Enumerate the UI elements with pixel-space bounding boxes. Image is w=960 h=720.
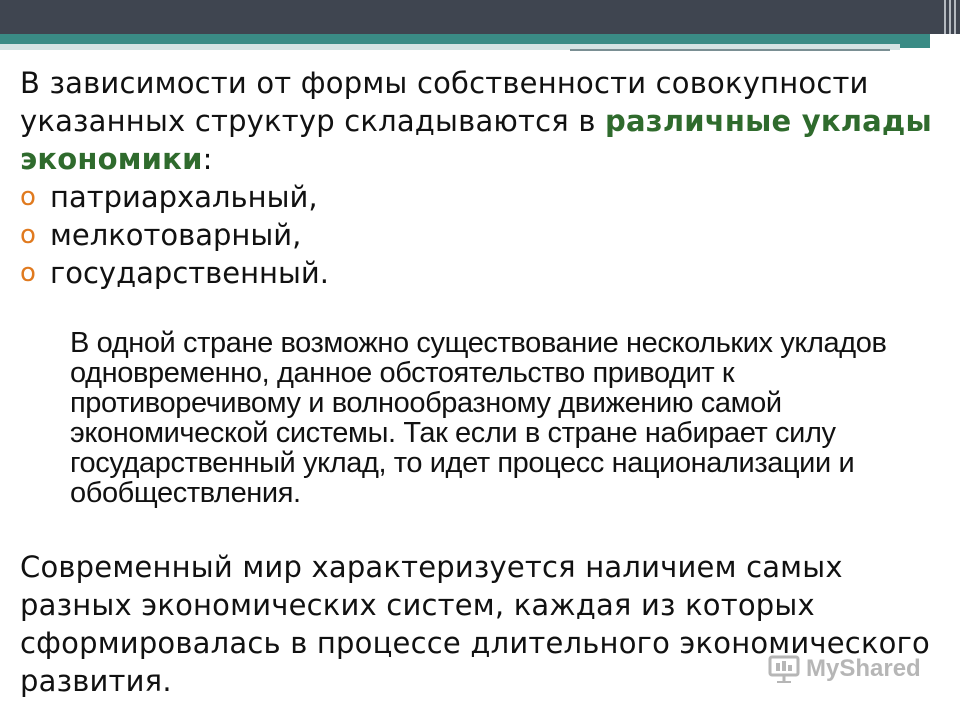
watermark — [768, 655, 921, 683]
watermark-text: MyShared — [806, 655, 921, 682]
intro-text: В зависимости от формы собственности совокупности указанных структур складываются в — [20, 66, 869, 138]
slide-content — [20, 64, 940, 292]
presentation-board-icon — [768, 655, 800, 683]
list-item-label: мелкотоварный, — [50, 218, 302, 252]
list-item — [20, 254, 940, 292]
economy-types-list — [20, 178, 940, 292]
list-item-label: патриархальный, — [50, 180, 318, 214]
intro-tail: : — [202, 142, 213, 176]
header-accent-rule — [570, 49, 890, 51]
bullet-marker: o — [20, 182, 36, 212]
slide-header-bar — [0, 0, 960, 34]
highlighted-term: различные уклады экономики — [20, 104, 932, 176]
bullet-marker: o — [20, 258, 36, 288]
explanatory-note: В одной стране возможно существование нескольких укладов одновременно, данное обстоятельство приводит к противоречивому и волнообразному движению самой экономической системы. Так если в стране набирает силу государственный уклад, то идет процесс национализации и обобществления. — [70, 327, 887, 509]
header-stripes-decoration — [930, 0, 956, 34]
list-item — [20, 216, 940, 254]
list-item — [20, 178, 940, 216]
intro-paragraph — [20, 64, 940, 178]
list-item-label: государственный. — [50, 256, 329, 290]
conclusion-paragraph: Современный мир характеризуется наличием самых разных экономических систем, каждая из которых сформировалась в процессе длительного экономического развития. — [20, 550, 930, 698]
bullet-marker: o — [20, 220, 36, 250]
header-accent-band — [0, 34, 930, 44]
